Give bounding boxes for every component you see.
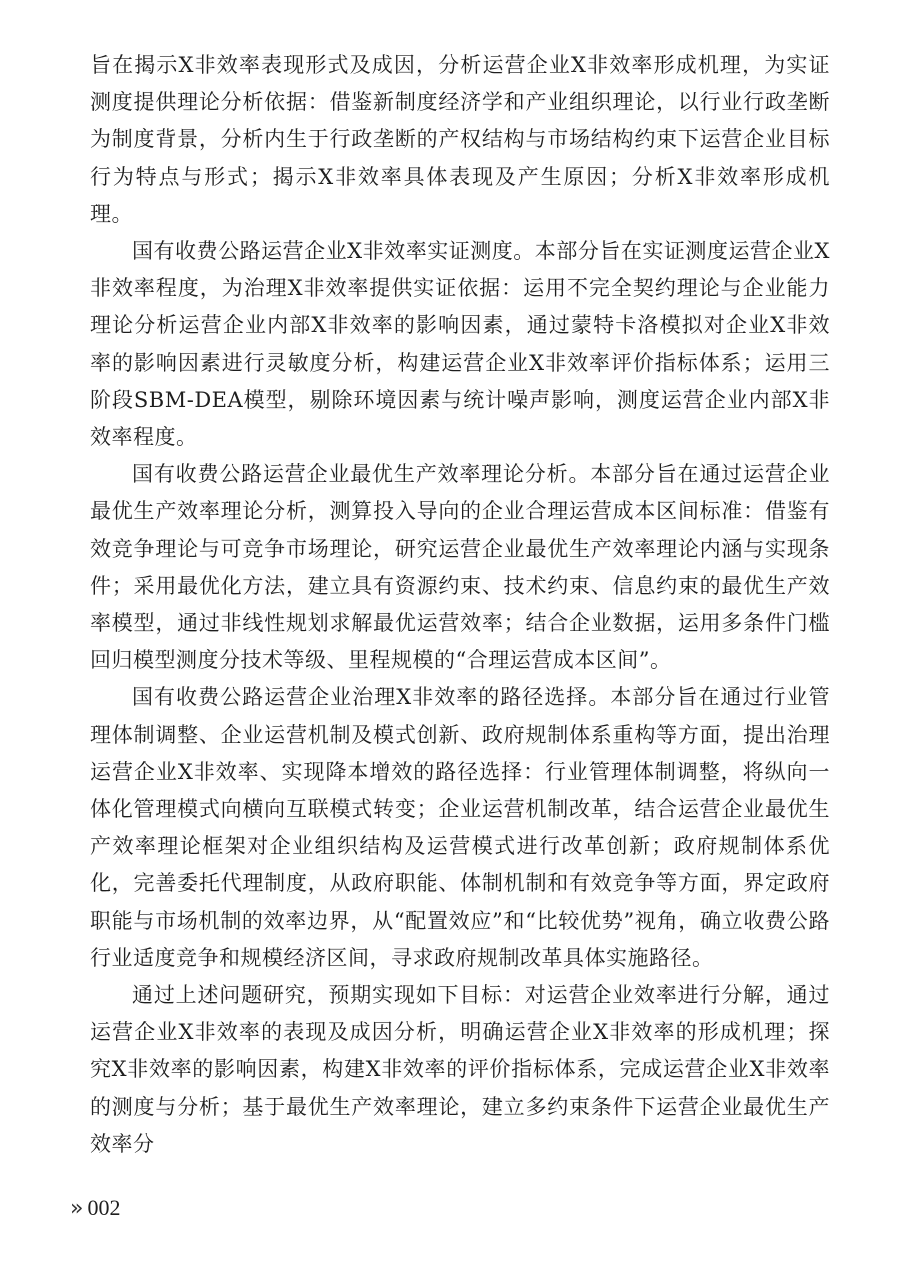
page-footer [70,1193,120,1223]
body-paragraph: 通过上述问题研究，预期实现如下目标：对运营企业效率进行分解，通过运营企业X非效率的表现及成因分析，明确运营企业X非效率的形成机理；探究X非效率的影响因素，构建X非效率的评价指标体系，完成运营企业X非效率的测度与分析；基于最优生产效率理论，建立多约束条件下运营企业最优生产效率分 [90,983,830,1156]
double-chevron-icon: » [70,1195,80,1221]
page-body [90,47,830,1163]
body-paragraph: 旨在揭示X非效率表现形式及成因，分析运营企业X非效率形成机理，为实证测度提供理论分析依据：借鉴新制度经济学和产业组织理论，以行业行政垄断为制度背景，分析内生于行政垄断的产权结构与市场结构约束下运营企业目标行为特点与形式；揭示X非效率具体表现及产生原因；分析X非效率形成机理。 [90,53,830,226]
body-paragraph: 国有收费公路运营企业X非效率实证测度。本部分旨在实证测度运营企业X非效率程度，为治理X非效率提供实证依据：运用不完全契约理论与企业能力理论分析运营企业内部X非效率的影响因素，通过蒙特卡洛模拟对企业X非效率的影响因素进行灵敏度分析，构建运营企业X非效率评价指标体系；运用三阶段SBM-DEA模型，剔除环境因素与统计噪声影响，测度运营企业内部X非效率程度。 [90,239,830,450]
body-paragraph: 国有收费公路运营企业治理X非效率的路径选择。本部分旨在通过行业管理体制调整、企业运营机制及模式创新、政府规制体系重构等方面，提出治理运营企业X非效率、实现降本增效的路径选择：行业管理体制调整，将纵向一体化管理模式向横向互联模式转变；企业运营机制改革，结合运营企业最优生产效率理论框架对企业组织结构及运营模式进行改革创新；政府规制体系优化，完善委托代理制度，从政府职能、体制机制和有效竞争等方面，界定政府职能与市场机制的效率边界，从“配置效应”和“比较优势”视角，确立收费公路行业适度竞争和规模经济区间，寻求政府规制改革具体实施路径。 [90,685,830,970]
page-number: 002 [87,1195,121,1220]
body-paragraph: 国有收费公路运营企业最优生产效率理论分析。本部分旨在通过运营企业最优生产效率理论分析，测算投入导向的企业合理运营成本区间标准：借鉴有效竞争理论与可竞争市场理论，研究运营企业最优生产效率理论内涵与实现条件；采用最优化方法，建立具有资源约束、技术约束、信息约束的最优生产效率模型，通过非线性规划求解最优运营效率；结合企业数据，运用多条件门槛回归模型测度分技术等级、里程规模的“合理运营成本区间”。 [90,462,830,673]
